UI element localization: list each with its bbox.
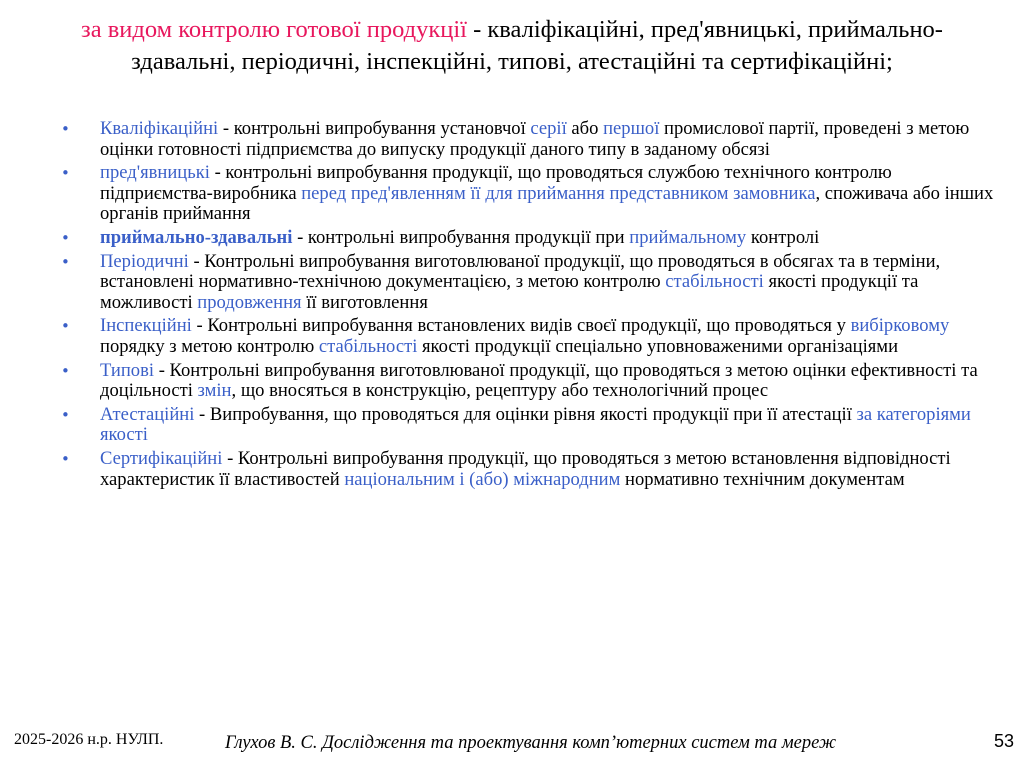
item-text: якості продукції спеціально уповноваженими організаціями [417,335,899,357]
list-item-certification [0,449,1024,490]
highlighted-term: Кваліфікаційні [100,118,219,139]
item-text: - Контрольні випробування продукції, що проводяться з метою встановлення відповідності характеристик її властивостей [100,447,951,490]
highlighted-term: стабільності [665,271,764,293]
item-text: - контрольні випробування установчої [218,118,531,139]
title-rest: - кваліфікаційні, пред'явницькі, приймально-здавальні, періодичні, інспекційні, типові, атестаційні та сертифікаційні; [131,16,943,75]
bullet-icon: • [61,228,70,247]
bullet-icon: • [61,405,70,424]
highlighted-term: Сертифікаційні [100,447,223,469]
bullet-icon: • [61,449,70,468]
list-item-acceptance [0,228,1024,249]
footer-academic-year: 2025-2026 н.р. НУЛП. [14,731,164,748]
highlighted-term: серії [530,118,567,139]
highlighted-term: приймальному [629,226,747,248]
item-text: - контрольні випробування продукції при [292,226,630,248]
highlighted-term: Типові [100,359,155,381]
highlighted-term: перед пред'явленням її для приймання представником замовника [301,182,816,204]
list-item-periodic [0,252,1024,314]
highlighted-term: національним і (або) міжнародним [344,468,621,490]
bullet-icon: • [61,361,70,380]
item-text: - Контрольні випробування виготовлюваної продукції, що проводяться з метою оцінки ефективності та доцільності [100,359,978,402]
bullet-icon: • [61,120,70,138]
highlighted-term: за категоріями якості [100,403,971,446]
item-text: , споживача або інших органів приймання [100,182,994,225]
bullet-icon: • [61,317,70,336]
item-text: її виготовлення [301,291,428,313]
highlighted-term: стабільності [318,335,418,357]
item-text: або [566,118,604,139]
item-text: , що вносяться в конструкцію, рецептуру або технологічний процес [231,380,769,402]
item-text: контролі [746,226,820,248]
item-text: - Контрольні випробування встановлених видів своєї продукції, що проводяться у [191,315,851,337]
title-lead: за видом контролю готової продукції [81,16,467,43]
item-text: промислової партії, проведені з метою оцінки готовності підприємства до випуску продукції даного типу в заданому обсязі [100,118,970,160]
highlighted-term: вибірковому [850,315,950,337]
highlighted-term: змін [197,380,232,402]
highlighted-term: пред'явницькі [100,162,210,184]
page-number: 53 [993,731,1014,751]
highlighted-term: Періодичні [100,250,189,272]
item-text: - Випробування, що проводяться для оцінки рівня якості продукції при її атестації [194,403,857,425]
slide-title [40,14,984,77]
highlighted-term: першої [603,118,660,139]
highlighted-term: продовження [197,291,302,313]
list-item-inspection [0,316,1024,357]
item-text: - контрольні випробування продукції, що проводяться службою технічного контролю підприємства-виробника [100,162,892,204]
item-text: нормативно технічним документам [620,468,905,490]
item-text: - Контрольні випробування виготовлюваної продукції, що проводяться в обсягах та в терміни, встановлені нормативно-технічною документацією, з метою контролю [100,250,941,293]
list-item-type [0,361,1024,402]
list-item-attestation [0,405,1024,446]
bullet-list [0,119,1024,493]
highlighted-term: приймально-здавальні [100,226,293,248]
item-text: порядку з метою контролю [100,335,319,357]
highlighted-term: Атестаційні [100,403,195,425]
item-text: якості продукції та можливості [100,271,919,313]
bullet-icon: • [61,164,70,183]
list-item-qualification [0,119,1024,160]
footer-course-title: Глухов В. С. Дослідження та проектування комп’ютерних систем та мереж [225,733,837,753]
bullet-icon: • [61,252,70,271]
highlighted-term: Інспекційні [100,315,192,337]
list-item-presentation [0,163,1024,225]
